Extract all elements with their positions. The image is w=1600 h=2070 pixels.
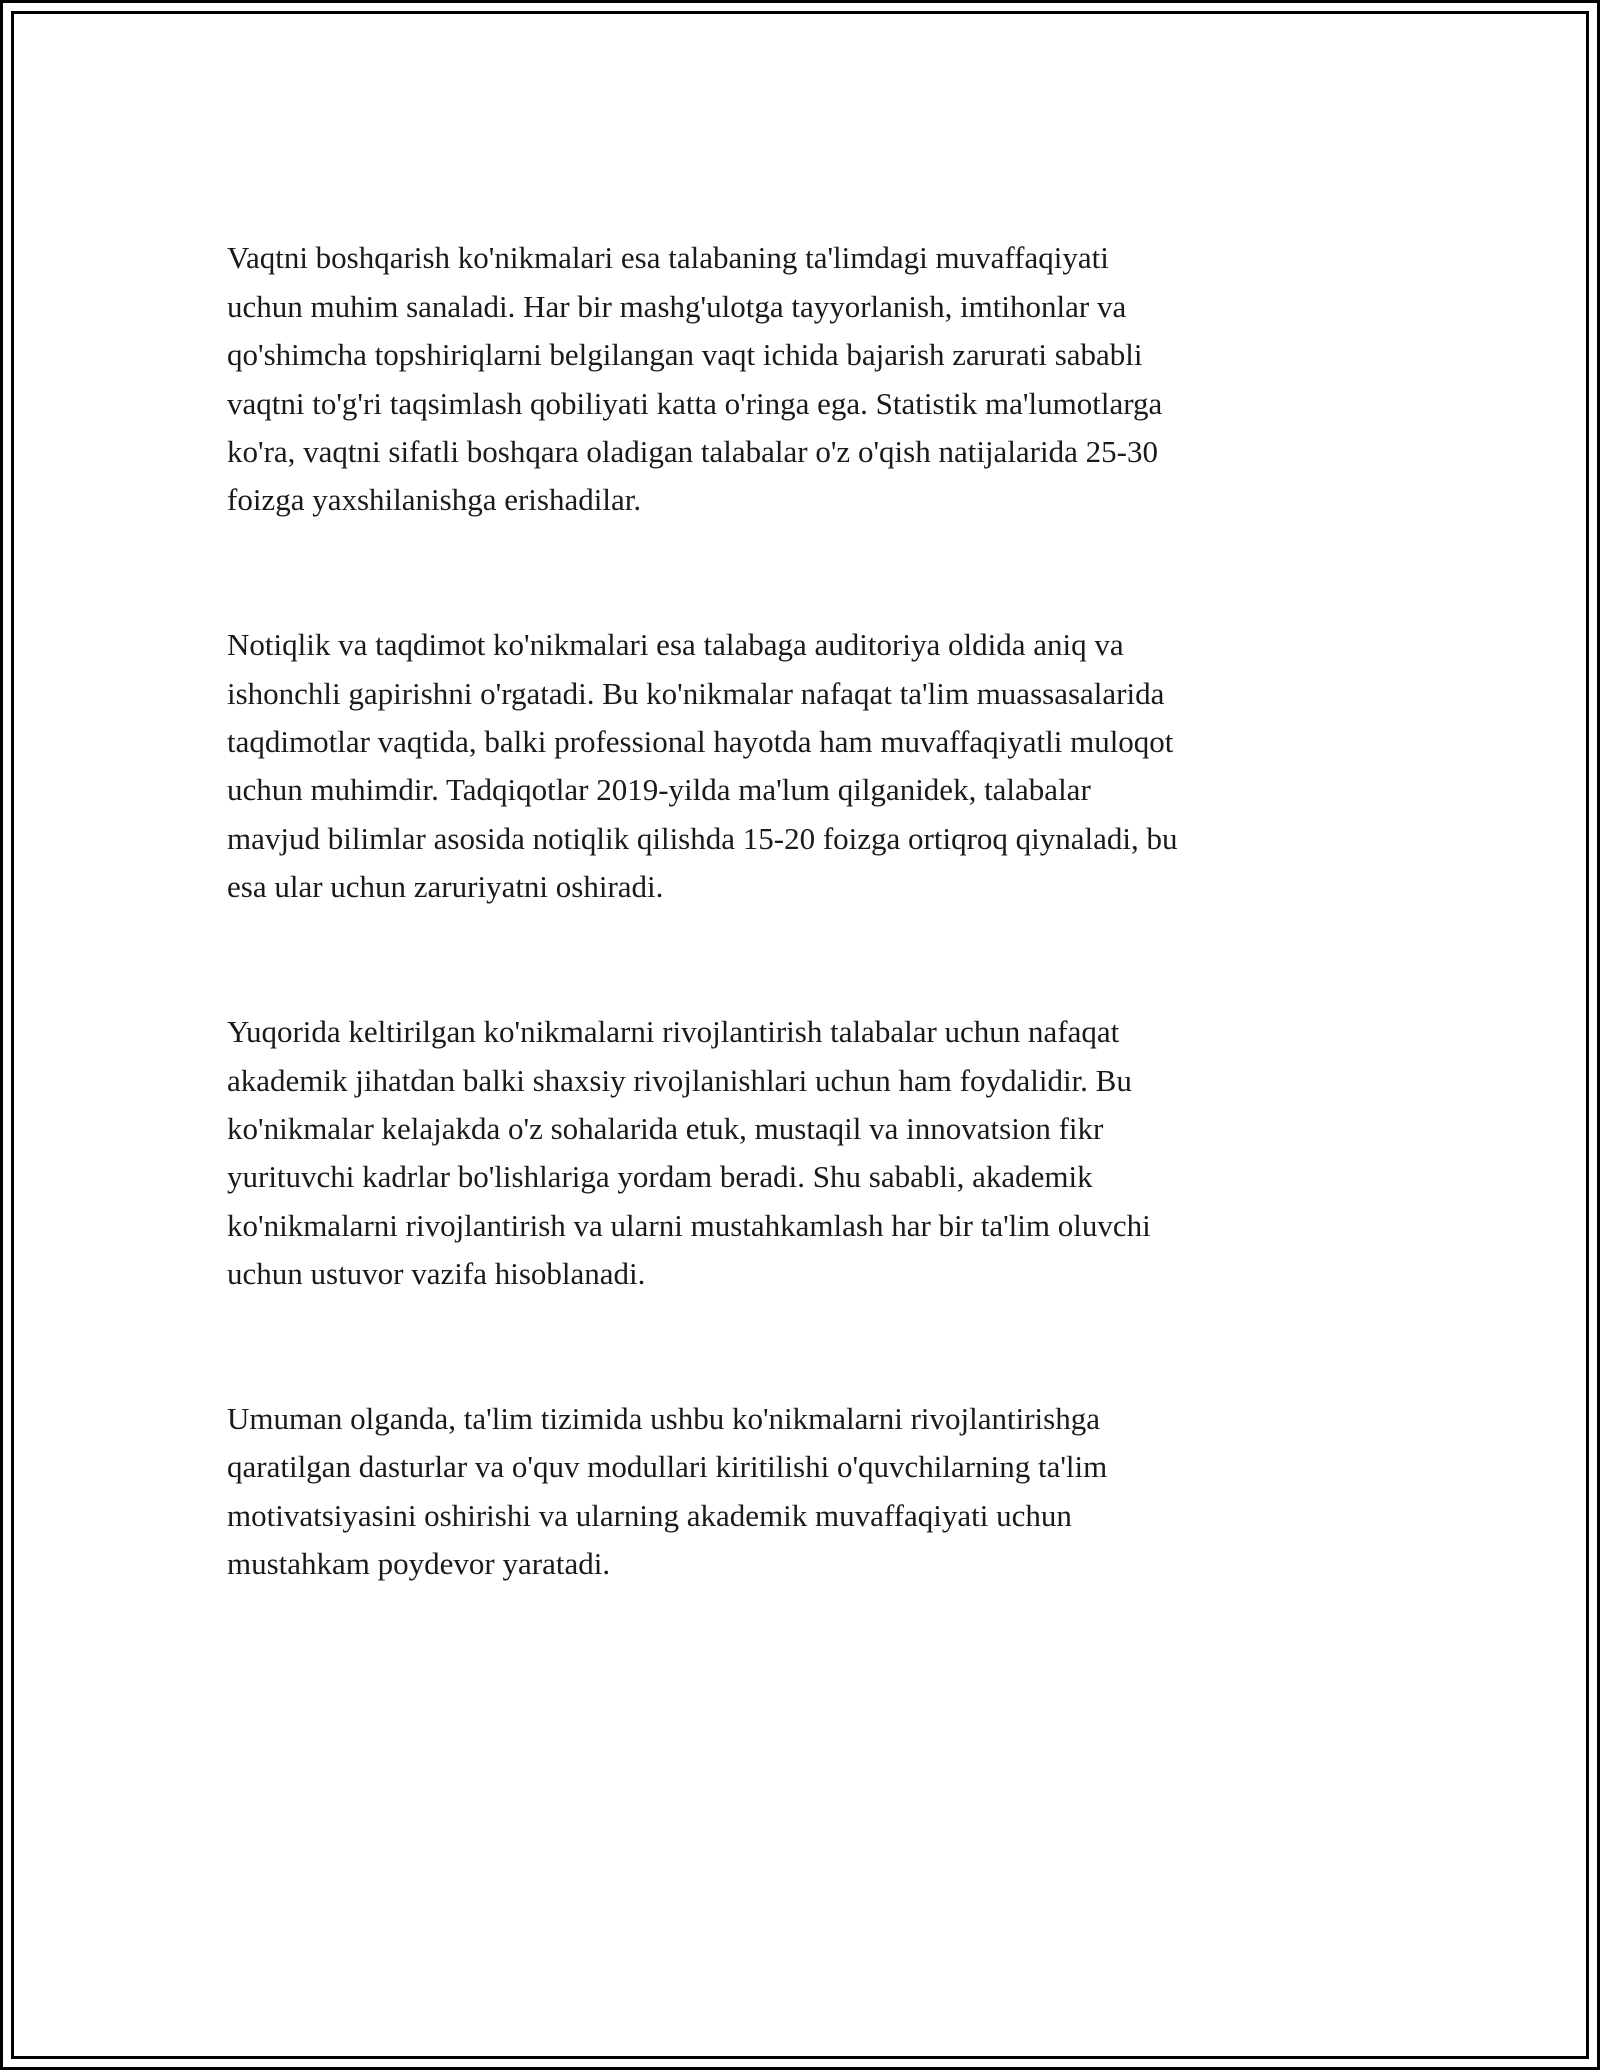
paragraph-conclusion: Umuman olganda, ta'lim tizimida ushbu ko'nikmalarni rivojlantirishga qaratilgan dasturlar va o'quv modullari kiritilishi o'quvchilarning ta'lim motivatsiyasini oshirishi va ularning akademik muvaffaqiyati uchun mustahkam poydevor yaratadi. [227, 1400, 1108, 1582]
paragraph-time-management: Vaqtni boshqarish ko'nikmalari esa talabaning ta'limdagi muvaffaqiyati uchun muhim sanaladi. Har bir mashg'ulotga tayyorlanish, imtihonlar va qo'shimcha topshiriqlarni belgilangan vaqt ichida bajarish zarurati sababli vaqtni to'g'ri taqsimlash qobiliyati katta o'ringa ega. Statistik ma'lumotlarga ko'ra, vaqtni sifatli boshqara oladigan talabalar o'z o'qish natijalarida 25-30 foizga yaxshilanishga erishadilar. [227, 240, 1163, 518]
paragraph-public-speaking: Notiqlik va taqdimot ko'nikmalari esa talabaga auditoriya oldida aniq va ishonchli gapirishni o'rgatadi. Bu ko'nikmalar nafaqat ta'lim muassasalarida taqdimotlar vaqtida, balki professional hayotda ham muvaffaqiyatli muloqot uchun muhimdir. Tadqiqotlar 2019-yilda ma'lum qilganidek, talabalar mavjud bilimlar asosida notiqlik qilishda 15-20 foizga ortiqroq qiynaladi, bu esa ular uchun zaruriyatni oshiradi. [227, 627, 1178, 905]
paragraph-skills-development: Yuqorida keltirilgan ko'nikmalarni rivojlantirish talabalar uchun nafaqat akademik jihatdan balki shaxsiy rivojlanishlari uchun ham foydalidir. Bu ko'nikmalar kelajakda o'z sohalarida etuk, mustaqil va innovatsion fikr yurituvchi kadrlar bo'lishlariga yordam beradi. Shu sababli, akademik ko'nikmalarni rivojlantirish va ularni mustahkamlash har bir ta'lim oluvchi uchun ustuvor vazifa hisoblanadi. [227, 1014, 1151, 1292]
document-body [227, 186, 1377, 1685]
